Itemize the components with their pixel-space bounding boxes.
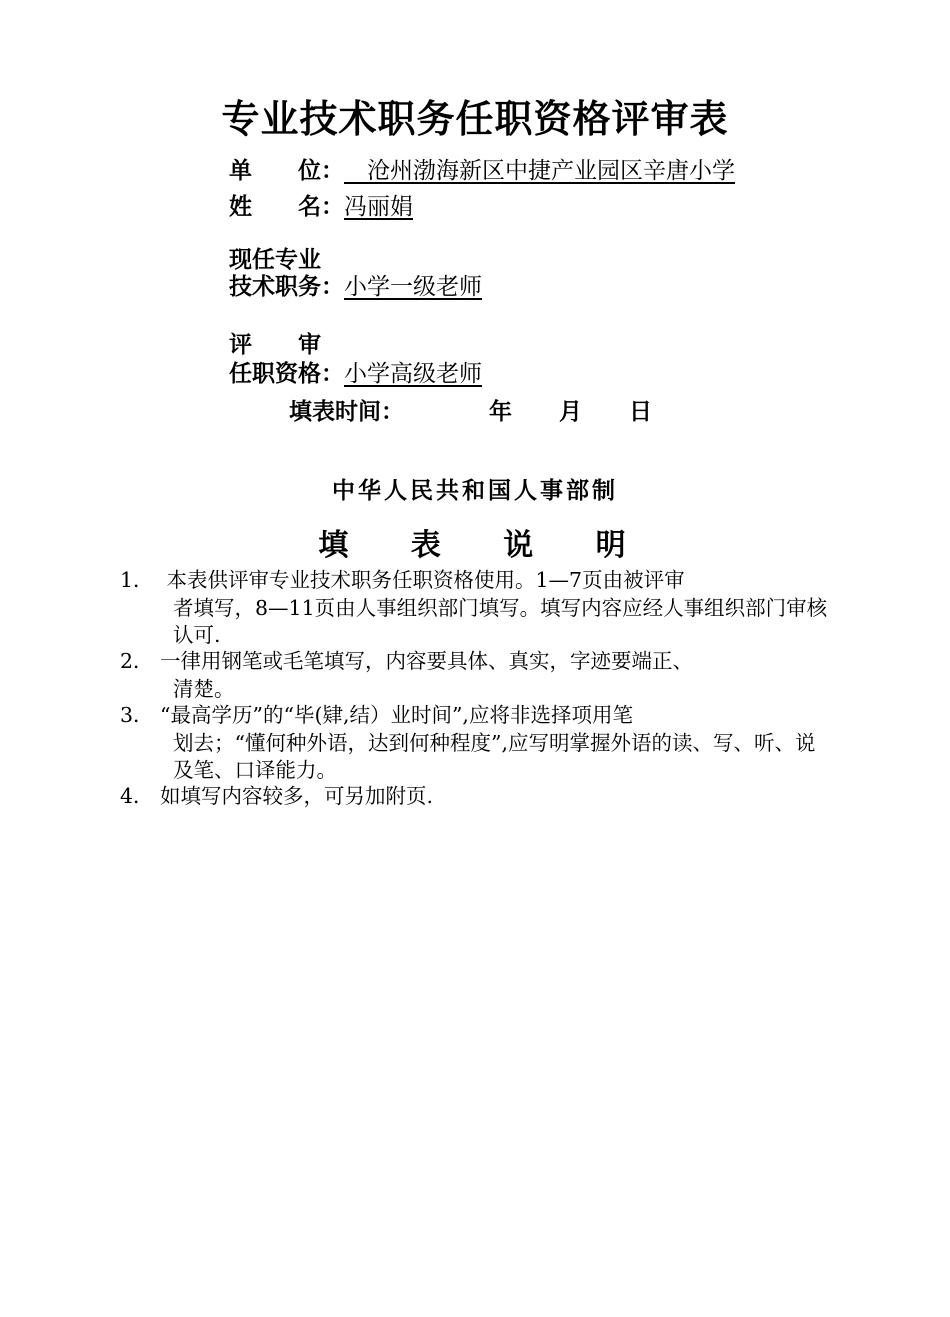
fill-date-month: 月 [559, 398, 582, 425]
instruction-item [120, 702, 835, 785]
issuer: 中华人民共和国人事部制 [332, 478, 618, 504]
instruction-text-rest: 划去；“懂何种外语，达到何种程度”,应写明掌握外语的读、写、听、说及笔、口译能力。 [173, 730, 816, 782]
instruction-text-first: 本表供评审专业技术职务任职资格使用。1—7页由被评审 [160, 568, 685, 592]
instruction-number: 4． [120, 784, 154, 808]
instruction-item [120, 648, 835, 703]
fill-date-label: 填表时间： [289, 398, 404, 425]
unit-value: 沧州渤海新区中捷产业园区辛唐小学 [344, 158, 735, 184]
fill-date-year: 年 [489, 398, 512, 425]
review-field [229, 355, 482, 388]
name-field [229, 188, 413, 221]
review-value: 小学高级老师 [344, 361, 482, 387]
form-title: 专业技术职务任职资格评审表 [221, 96, 729, 141]
instructions-heading: 填 表 说 明 [318, 528, 652, 563]
current-title-label-line2: 技术职务： [229, 273, 344, 300]
current-title-field [229, 268, 482, 301]
current-title-label-line1: 现任专业 [229, 246, 321, 273]
review-label-line1: 评 审 [229, 331, 321, 358]
name-value: 冯丽娟 [344, 194, 413, 220]
instruction-text-first: “最高学历”的“毕(肄,结）业时间”,应将非选择项用笔 [160, 703, 633, 727]
fill-date-day: 日 [629, 398, 652, 425]
instruction-text-rest: 者填写，8—11页由人事组织部门填写。填写内容应经人事组织部门审核认可. [173, 595, 828, 647]
review-label-line2: 任职资格： [229, 360, 344, 387]
instruction-item [120, 783, 835, 811]
fill-date [289, 393, 652, 426]
unit-label: 单 位： [229, 157, 344, 184]
instruction-item [120, 567, 835, 650]
instruction-text-first: 一律用钢笔或毛笔填写，内容要具体、真实，字迹要端正、 [160, 649, 693, 673]
name-label: 姓 名： [229, 193, 344, 220]
instruction-number: 3． [120, 703, 154, 727]
instruction-text-first: 如填写内容较多，可另加附页. [160, 784, 434, 808]
current-title-value: 小学一级老师 [344, 274, 482, 300]
unit-field [229, 152, 735, 185]
instruction-number: 1． [120, 568, 154, 592]
instruction-number: 2． [120, 649, 154, 673]
instruction-text-rest: 清楚。 [173, 676, 235, 701]
